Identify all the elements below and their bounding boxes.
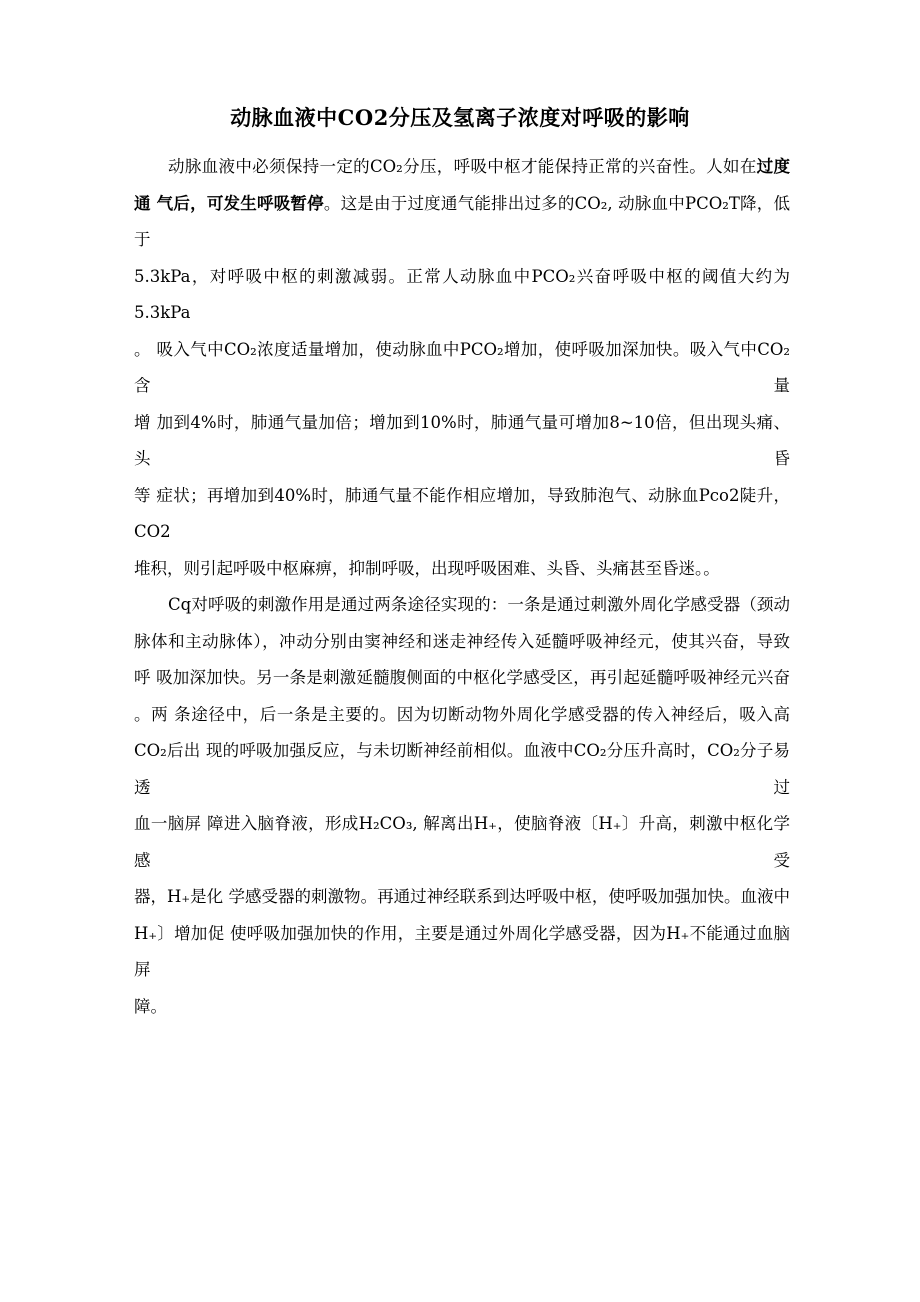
text-line: Cq对呼吸的刺激作用是通过两条途径实现的：一条是通过刺激外周化学感受器（颈动 [168,595,790,614]
text-line: 障。 [134,996,167,1016]
text-segment-bold: 过度 [756,157,790,176]
text-line: 呼 吸加深加快。另一条是刺激延髓腹侧面的中枢化学感受区，再引起延髓呼吸神经元兴奋 [134,668,790,687]
document-title: 动脉血液中CO2分压及氢离子浓度对呼吸的影响 [230,105,690,130]
text-line: 增 加到4%时，肺通气量加倍；增加到10%时，肺通气量可增加8~10倍，但出现头痛、头昏 [134,412,790,468]
text-line: 等 症状；再增加到40%时，肺通气量不能作相应增加，导致肺泡气、动脉血Pco2陡升，CO2 [134,485,790,541]
paragraph-1 [134,149,790,587]
text-line: 堆积，则引起呼吸中枢麻痹，抑制呼吸，出现呼吸困难、头昏、头痛甚至昏迷。。 [134,558,720,578]
text-line: 5.3kPa，对呼吸中枢的刺激减弱。正常人动脉血中PCO₂兴奋呼吸中枢的阈值大约为5.3kPa [134,266,790,322]
paragraph-2 [134,587,790,1025]
text-line: 脉体和主动脉体），冲动分别由窦神经和迷走神经传入延髓呼吸神经元，使其兴奋，导致 [134,631,790,651]
text-line: 血一脑屏 障进入脑脊液，形成H₂CO₃, 解离出H₊，使脑脊液〔H₊〕升高，刺激中枢化学感受 [134,814,790,870]
text-line: 。两 条途径中，后一条是主要的。因为切断动物外周化学感受器的传入神经后，吸入高 [134,704,790,724]
text-line: CO₂后出 现的呼吸加强反应，与未切断神经前相似。血液中CO₂分压升高时，CO₂分子易透过 [134,741,790,797]
text-segment-bold: 通 气后，可发生呼吸暂停 [134,193,324,213]
text-segment: 。这是由于过度通气能排出过多的CO₂, 动脉血中PCO₂T降，低于 [134,193,790,249]
text-segment: 动脉血液中必须保持一定的CO₂分压，呼吸中枢才能保持正常的兴奋性。人如在 [168,157,757,176]
document-body [134,149,790,1025]
text-line [134,186,790,259]
text-line [134,149,790,186]
text-line: 器，H₊是化 学感受器的刺激物。再通过神经联系到达呼吸中枢，使呼吸加强加快。血液中 [134,887,790,906]
text-line: H₊〕增加促 使呼吸加强加快的作用，主要是通过外周化学感受器，因为H₊不能通过血脑屏 [134,923,790,979]
text-line: 。 吸入气中CO₂浓度适量增加，使动脉血中PCO₂增加，使呼吸加深加快。吸入气中CO₂含量 [134,339,790,395]
